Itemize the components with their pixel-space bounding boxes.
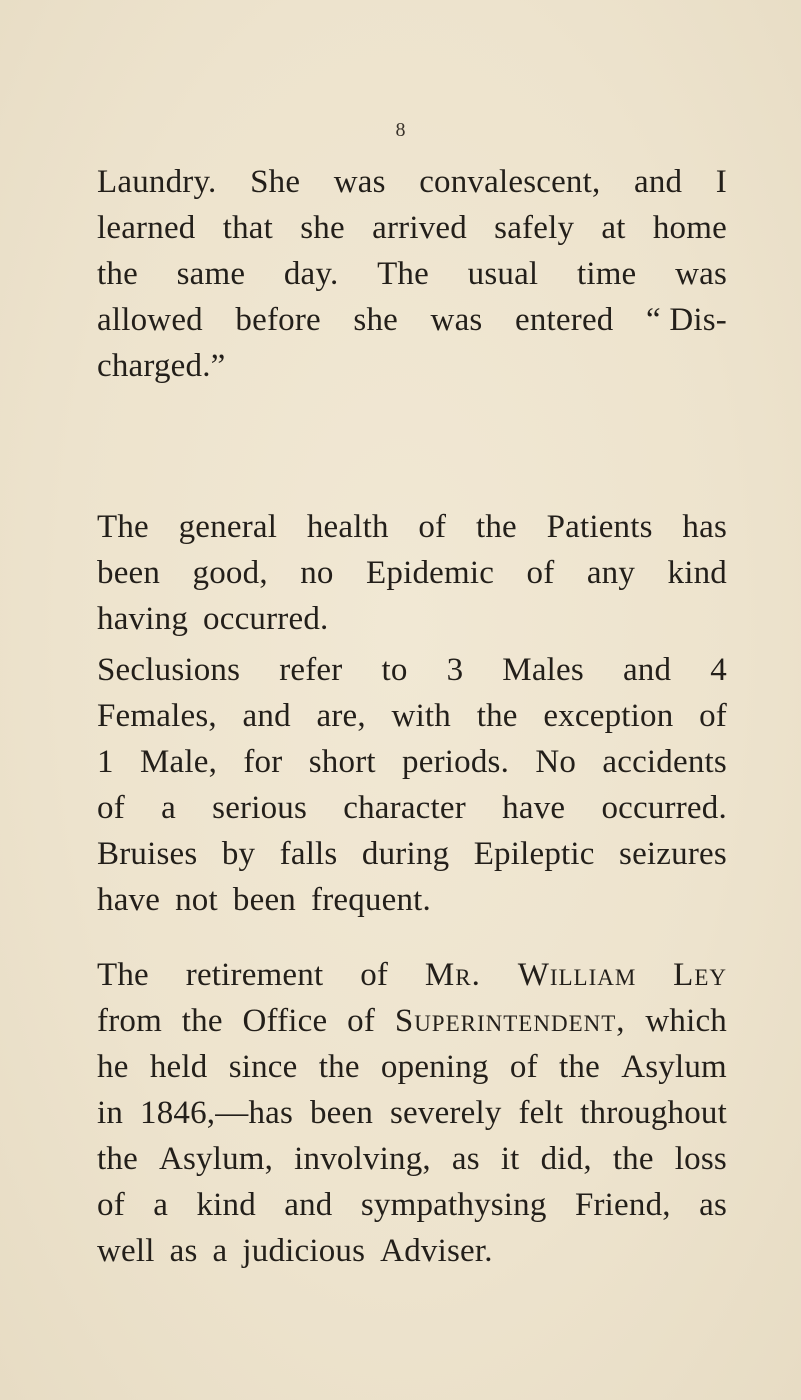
word: sympathysing xyxy=(360,1187,547,1223)
word: William xyxy=(517,957,637,993)
text-line xyxy=(97,596,727,642)
word: the xyxy=(318,1049,360,1085)
word: in xyxy=(97,1095,124,1131)
word: usual xyxy=(467,256,539,292)
word: felt xyxy=(518,1095,564,1131)
word: the xyxy=(181,1003,223,1039)
word: time xyxy=(576,256,637,292)
word: of xyxy=(699,698,727,734)
word: Epileptic xyxy=(473,836,595,872)
word: the xyxy=(475,509,517,545)
word: charged.” xyxy=(97,348,226,384)
word: safely xyxy=(494,210,575,246)
word: serious xyxy=(212,790,308,826)
word: and xyxy=(242,698,291,734)
word: of xyxy=(97,1187,125,1223)
word: Office xyxy=(242,1003,328,1039)
word: frequent. xyxy=(311,882,431,918)
word: The xyxy=(97,509,149,545)
word: Mr. xyxy=(424,957,481,993)
word: “ Dis- xyxy=(646,302,727,338)
word: from xyxy=(97,1003,162,1039)
paragraph xyxy=(97,504,727,642)
word: having xyxy=(97,601,189,637)
word: of xyxy=(418,509,447,545)
word: as xyxy=(169,1233,198,1269)
word: it xyxy=(500,1141,520,1177)
word: Superintendent, xyxy=(394,1003,626,1039)
word: before xyxy=(235,302,321,338)
text-line xyxy=(97,1090,727,1136)
word: been xyxy=(232,882,296,918)
word: 1 xyxy=(97,744,114,780)
word: Ley xyxy=(673,957,727,993)
word: which xyxy=(645,1003,727,1039)
word: have xyxy=(97,882,161,918)
word: he xyxy=(97,1049,129,1085)
word: are, xyxy=(316,698,366,734)
word: Bruises xyxy=(97,836,198,872)
text-line xyxy=(97,647,727,693)
word: during xyxy=(361,836,450,872)
text-line xyxy=(97,952,727,998)
word: general xyxy=(178,509,278,545)
word: was xyxy=(675,256,727,292)
word: the xyxy=(612,1141,654,1177)
word: seizures xyxy=(619,836,727,872)
text-line xyxy=(97,1228,727,1274)
word: well xyxy=(97,1233,155,1269)
word: a xyxy=(153,1187,169,1223)
word: same xyxy=(176,256,246,292)
word: and xyxy=(284,1187,333,1223)
word: character xyxy=(343,790,466,826)
text-line xyxy=(97,693,727,739)
word: 1846,—has xyxy=(140,1095,294,1131)
paragraph xyxy=(97,952,727,1274)
word: Friend, xyxy=(574,1187,671,1223)
word: Asylum xyxy=(621,1049,727,1085)
word: the xyxy=(559,1049,600,1085)
text-line xyxy=(97,550,727,596)
text-line xyxy=(97,343,727,389)
word: of xyxy=(97,790,125,826)
word: throughout xyxy=(580,1095,727,1131)
word: No xyxy=(535,744,577,780)
word: Epidemic xyxy=(366,555,495,591)
text-line xyxy=(97,831,727,877)
paragraph xyxy=(97,159,727,389)
word: judicious xyxy=(242,1233,366,1269)
text-line xyxy=(97,785,727,831)
word: have xyxy=(502,790,566,826)
word: short xyxy=(308,744,376,780)
word: involving, xyxy=(294,1141,431,1177)
text-line xyxy=(97,877,727,923)
word: health xyxy=(306,509,389,545)
word: not xyxy=(175,882,218,918)
word: of xyxy=(526,555,555,591)
paragraph xyxy=(97,647,727,923)
word: day. xyxy=(283,256,339,292)
word: Males xyxy=(502,652,584,688)
word: Asylum, xyxy=(158,1141,274,1177)
text-line xyxy=(97,251,727,297)
word: periods. xyxy=(402,744,510,780)
word: she xyxy=(300,210,345,246)
word: 4 xyxy=(710,652,727,688)
word: entered xyxy=(515,302,614,338)
word: Patients xyxy=(546,509,653,545)
word: refer xyxy=(279,652,343,688)
word: did, xyxy=(540,1141,592,1177)
word: 3 xyxy=(446,652,464,688)
word: for xyxy=(243,744,283,780)
word: as xyxy=(699,1187,727,1223)
word: Adviser. xyxy=(380,1233,493,1269)
word: of xyxy=(347,1003,376,1039)
text-line xyxy=(97,205,727,251)
word: learned xyxy=(97,210,196,246)
word: at xyxy=(601,210,626,246)
word: by xyxy=(221,836,256,872)
word: the xyxy=(97,1141,138,1177)
word: convalescent, xyxy=(419,164,601,200)
word: The xyxy=(377,256,429,292)
text-line xyxy=(97,998,727,1044)
text-line xyxy=(97,1136,727,1182)
word: I xyxy=(715,164,727,200)
word: was xyxy=(430,302,483,338)
word: of xyxy=(509,1049,538,1085)
word: any xyxy=(586,555,636,591)
word: good, xyxy=(192,555,268,591)
page-number: 8 xyxy=(395,119,406,141)
word: kind xyxy=(196,1187,256,1223)
text-line xyxy=(97,1182,727,1228)
word: has xyxy=(682,509,727,545)
word: was xyxy=(333,164,386,200)
word: Male, xyxy=(140,744,218,780)
text-line xyxy=(97,1044,727,1090)
word: arrived xyxy=(372,210,467,246)
word: been xyxy=(309,1095,374,1131)
word: opening xyxy=(380,1049,489,1085)
word: exception xyxy=(543,698,674,734)
word: occurred. xyxy=(203,601,329,637)
word: The xyxy=(97,957,149,993)
word: and xyxy=(622,652,672,688)
word: Females, xyxy=(97,698,217,734)
word: a xyxy=(161,790,176,826)
word: retirement xyxy=(185,957,324,993)
text-line xyxy=(97,739,727,785)
word: falls xyxy=(279,836,338,872)
word: no xyxy=(300,555,334,591)
word: She xyxy=(250,164,301,200)
text-line xyxy=(97,159,727,205)
word: since xyxy=(228,1049,298,1085)
word: with xyxy=(391,698,451,734)
word: accidents xyxy=(602,744,727,780)
word: kind xyxy=(667,555,727,591)
word: Seclusions xyxy=(97,652,241,688)
word: as xyxy=(451,1141,480,1177)
word: been xyxy=(97,555,161,591)
text-line xyxy=(97,297,727,343)
word: held xyxy=(149,1049,208,1085)
word: she xyxy=(353,302,399,338)
word: a xyxy=(212,1233,228,1269)
text-line xyxy=(97,504,727,550)
word: loss xyxy=(674,1141,727,1177)
word: occurred. xyxy=(601,790,727,826)
word: allowed xyxy=(97,302,203,338)
word: of xyxy=(360,957,389,993)
word: home xyxy=(652,210,727,246)
word: to xyxy=(381,652,408,688)
word: severely xyxy=(390,1095,502,1131)
word: Laundry. xyxy=(97,164,217,200)
word: the xyxy=(97,256,138,292)
word: the xyxy=(476,698,518,734)
word: and xyxy=(634,164,683,200)
word: that xyxy=(222,210,274,246)
